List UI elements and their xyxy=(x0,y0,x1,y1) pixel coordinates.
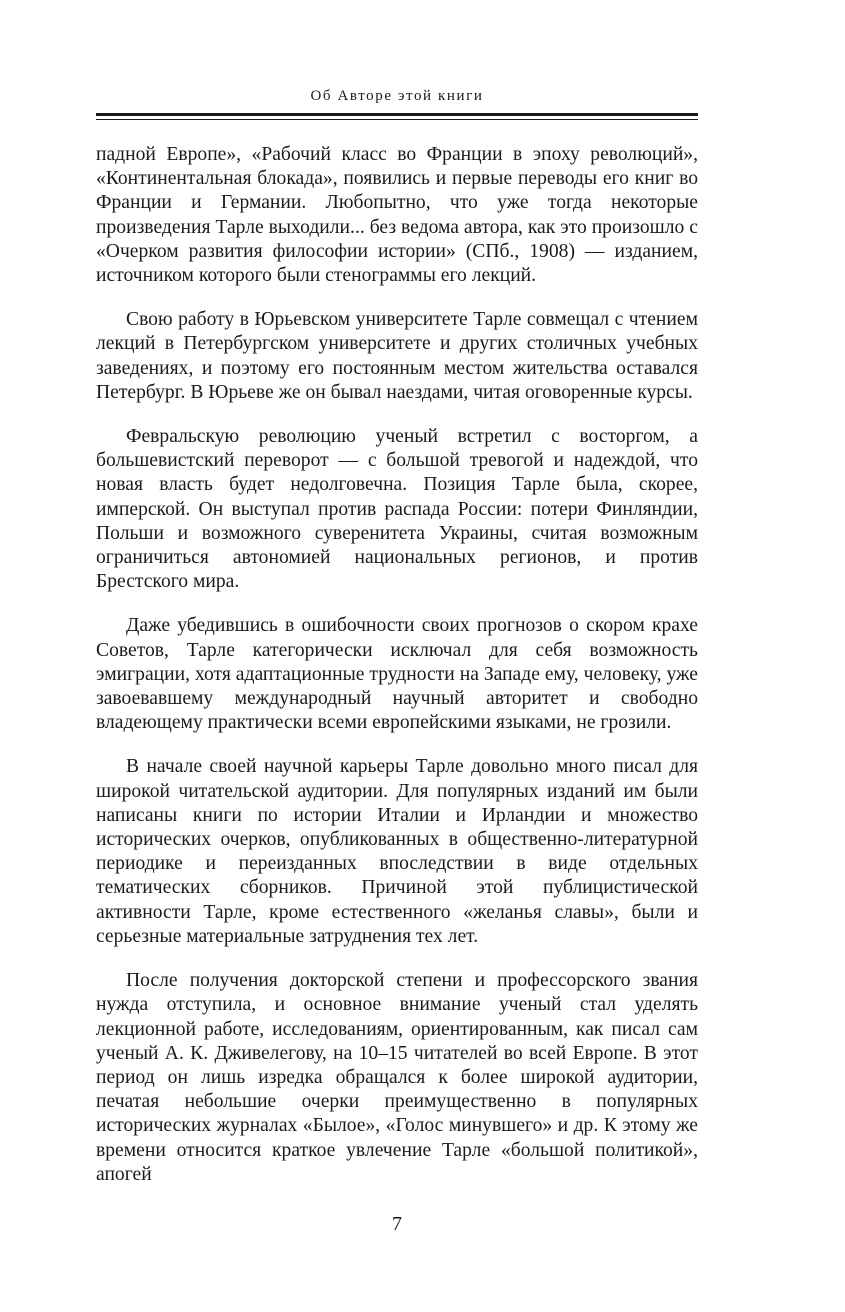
header-rule-thick xyxy=(96,113,698,116)
header-rule-thin xyxy=(96,119,698,120)
page-number: 7 xyxy=(392,1213,402,1235)
paragraph: Февральскую революцию ученый встретил с восторгом, а большевистский переворот — с большой тревогой и надеждой, что новая власть будет недолговечна. Позиция Тарле была, скорее, имперской. Он выступал против распада России: потери Финляндии, Польши и возможного суверенитета Украины, считая возможным ограничиться автономией национальных регионов, и против Брестского мира. xyxy=(96,426,698,593)
paragraph: В начале своей научной карьеры Тарле довольно много писал для широкой читательской аудитории. Для популярных изданий им были написаны книги по истории Италии и Ирландии и множество исторических очерков, опубликованных в общественно-литературной периодике и переизданных впоследствии в виде отдельных тематических сборников. Причиной этой публицистической активности Тарле, кроме естественного «желанья славы», были и серьезные материальные затруднения тех лет. xyxy=(96,756,698,947)
paragraph: Свою работу в Юрьевском университете Тарле совмещал с чтением лекций в Петербургском университете и других столичных учебных заведениях, и поэтому его постоянным местом жительства оставался Петербург. В Юрьеве же он бывал наездами, читая оговоренные курсы. xyxy=(96,309,698,403)
running-title: Об Авторе этой книги xyxy=(310,88,484,104)
paragraph: Даже убедившись в ошибочности своих прогнозов о скором крахе Советов, Тарле категорически исключал для себя возможность эмиграции, хотя адаптационные трудности на Западе ему, человеку, уже завоевавшему международный научный авторитет и свободно владеющему практически всеми европейскими языками, не грозили. xyxy=(96,615,698,734)
paragraph: После получения докторской степени и профессорского звания нужда отступила, и основное внимание ученый стал уделять лекционной работе, исследованиям, ориентированным, как писал сам ученый А. К. Дживелегову, на 10–15 читателей во всей Европе. В этот период он лишь изредка обращался к более широкой аудитории, печатая небольшие очерки преимущественно в популярных исторических журналах «Былое», «Голос минувшего» и др. К этому же времени относится краткое увлечение Тарле «большой политикой», апогей xyxy=(96,970,698,1185)
paragraph: падной Европе», «Рабочий класс во Франции в эпоху революций», «Континентальная блокада», появились и первые переводы его книг во Франции и Германии. Любопытно, что уже тогда некоторые произведения Тарле выходили... без ведома автора, как это произошло с «Очерком развития философии истории» (СПб., 1908) — изданием, источником которого были стенограммы его лекций. xyxy=(96,144,698,287)
page-body xyxy=(96,143,698,1207)
